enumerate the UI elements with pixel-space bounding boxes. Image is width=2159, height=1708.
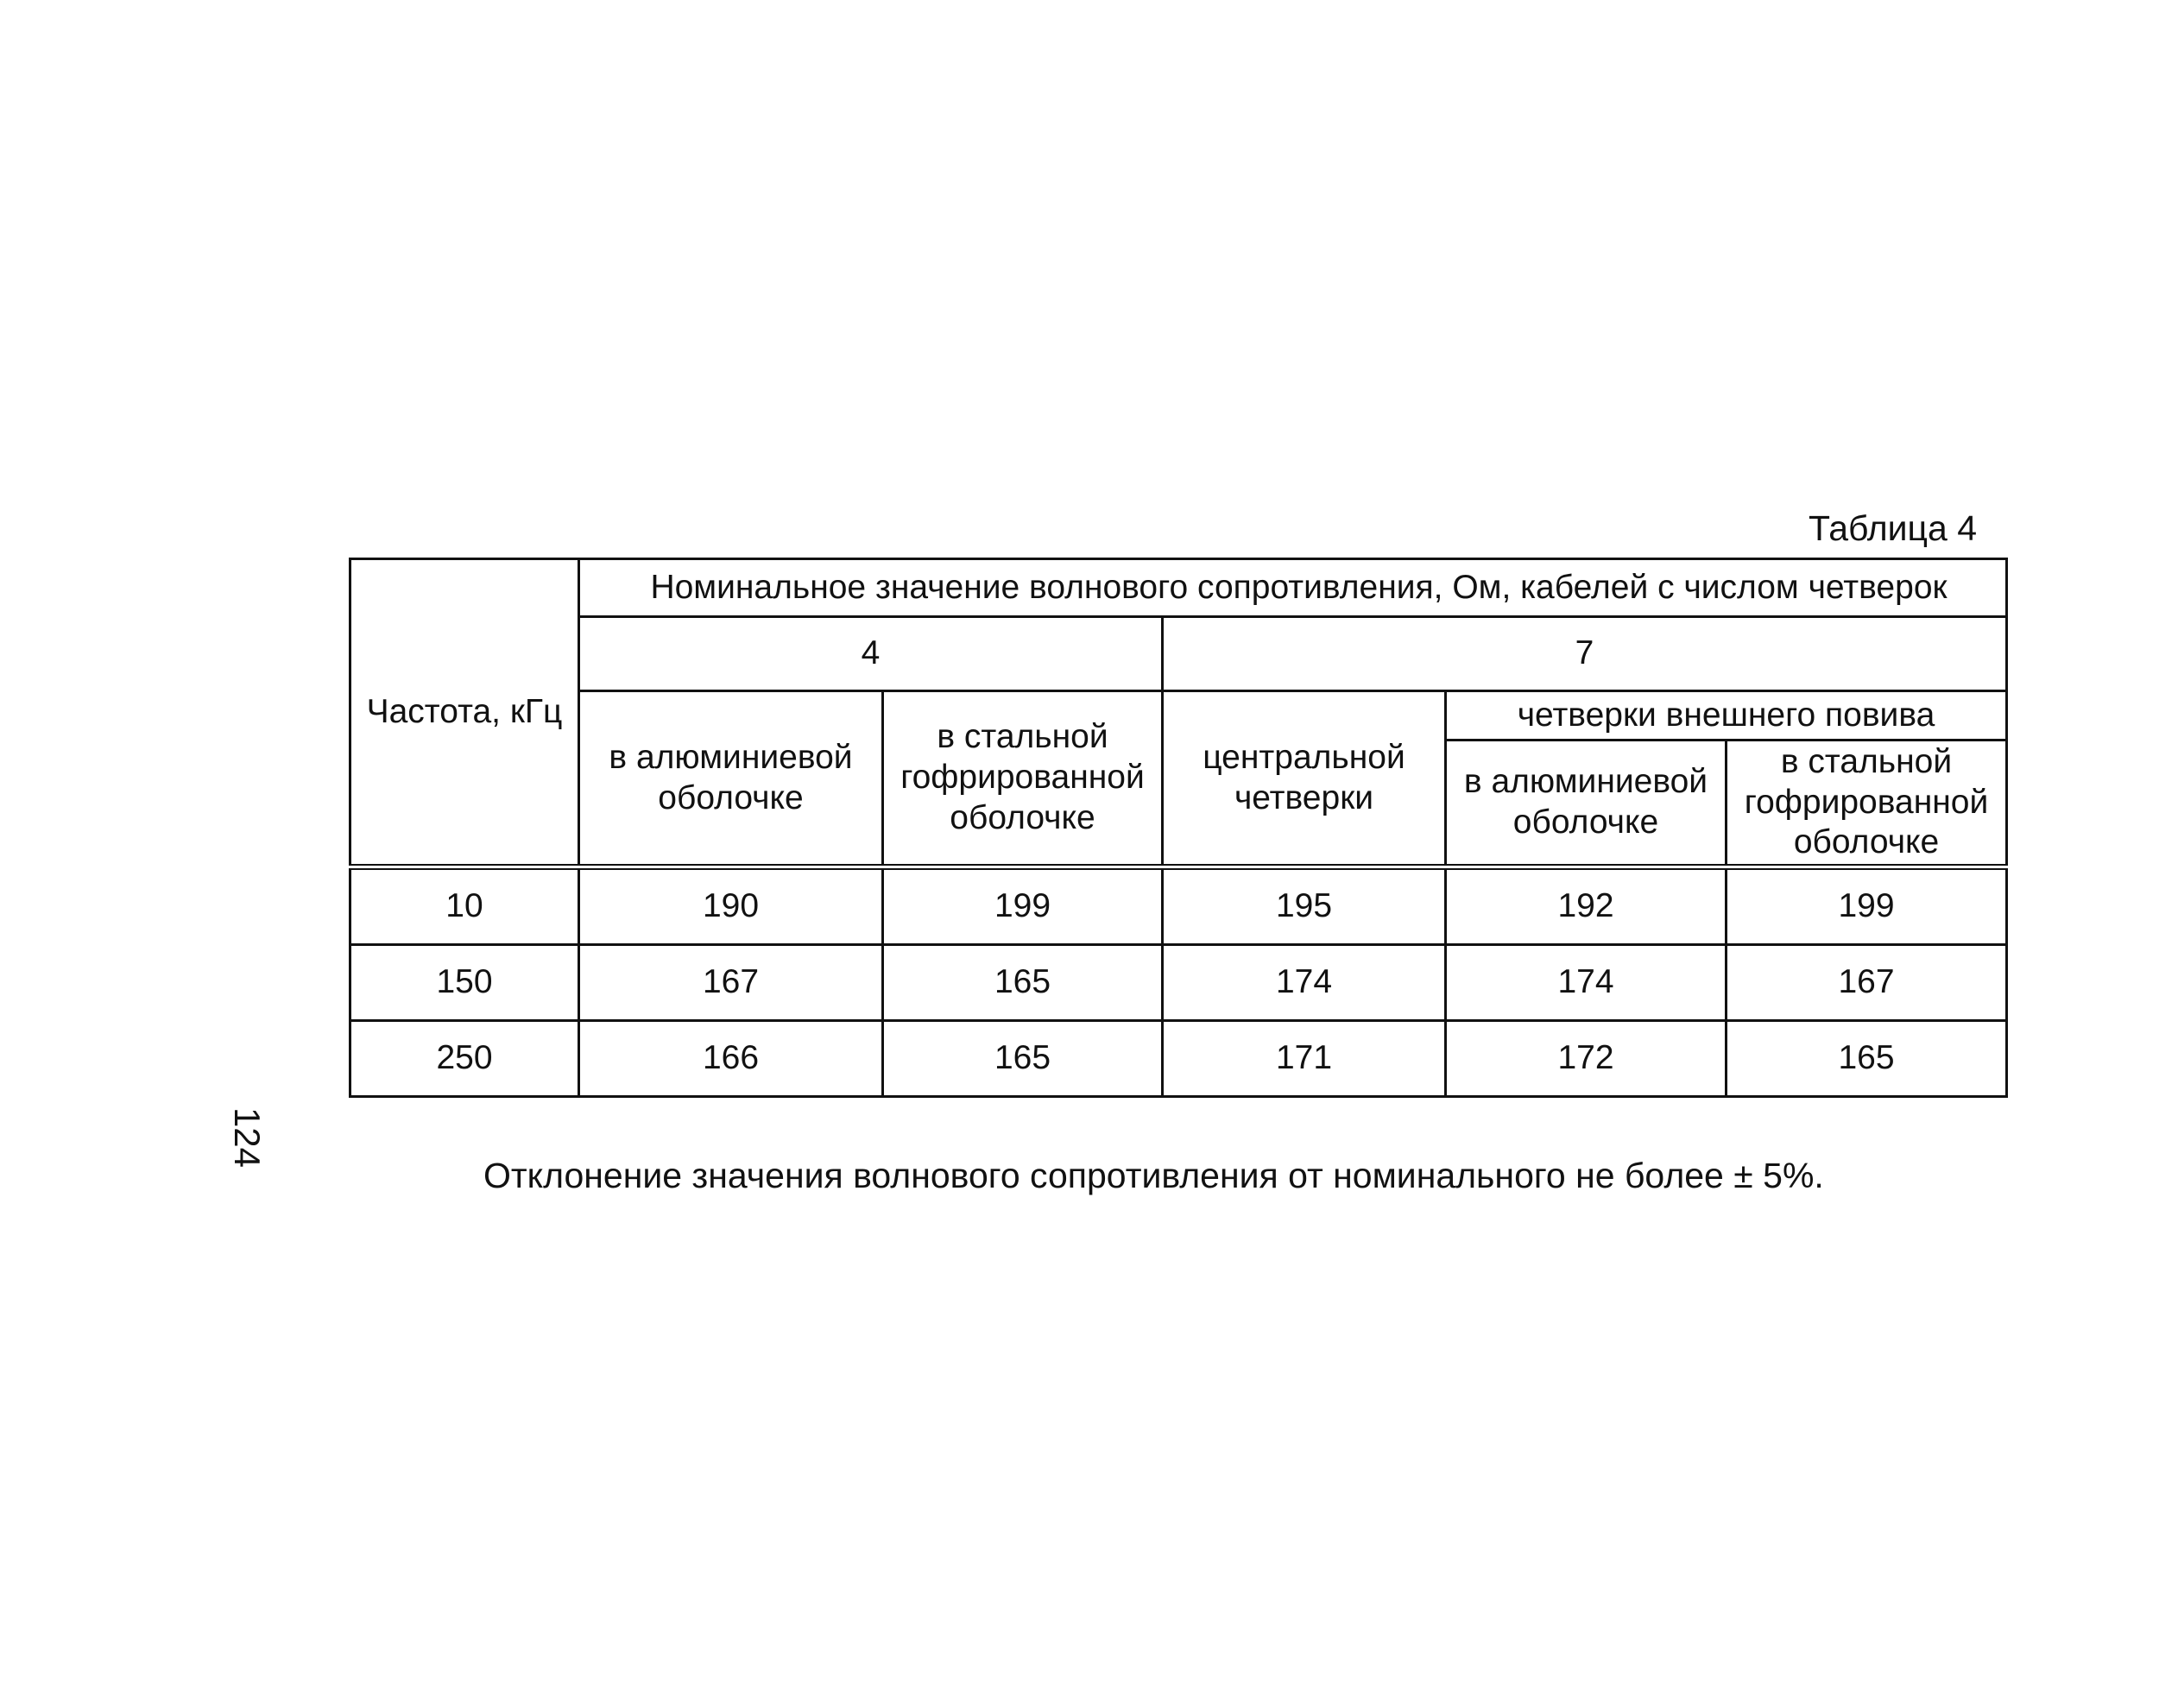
col-header-central-quad: центральной четверки xyxy=(1203,738,1405,816)
value-cell: 166 xyxy=(579,1021,883,1097)
freq-cell: 250 xyxy=(350,1021,579,1097)
value-cell: 174 xyxy=(1446,945,1727,1021)
value-cell: 195 xyxy=(1163,867,1446,945)
freq-header: Частота, кГц xyxy=(366,692,563,730)
col-header-cell xyxy=(1163,691,1446,867)
table-row xyxy=(350,1021,2007,1097)
col-header-aluminium-7: в алюминиевой оболочке xyxy=(1463,763,1708,841)
col-header-cell xyxy=(1446,741,1727,867)
col-header-cell xyxy=(1727,741,2007,867)
col-header-steel-7: в стальной гофрированной оболочке xyxy=(1744,742,1989,861)
page-number: 124 xyxy=(227,1106,268,1169)
outer-quads-header-cell xyxy=(1446,691,2007,741)
footnote: Отклонение значения волнового сопротивления от номинального не более ± 5%. xyxy=(483,1156,1824,1195)
value-cell: 174 xyxy=(1163,945,1446,1021)
table-row xyxy=(350,867,2007,945)
value-cell: 190 xyxy=(579,867,883,945)
group-4-cell xyxy=(579,617,1163,691)
value-cell: 165 xyxy=(1727,1021,2007,1097)
value-cell: 199 xyxy=(883,867,1163,945)
value-cell: 167 xyxy=(1727,945,2007,1021)
table-label: Таблица 4 xyxy=(1809,508,1977,548)
value-cell: 172 xyxy=(1446,1021,1727,1097)
header-row-2 xyxy=(350,617,2007,691)
group-4-label: 4 xyxy=(861,634,881,672)
col-header-cell xyxy=(579,691,883,867)
freq-cell: 10 xyxy=(350,867,579,945)
value-cell: 165 xyxy=(883,945,1163,1021)
value-cell: 165 xyxy=(883,1021,1163,1097)
main-header: Номинальное значение волнового сопротивления, Ом, кабелей с числом четверок xyxy=(650,568,1948,606)
group-7-label: 7 xyxy=(1575,634,1594,672)
outer-quads-header: четверки внешнего повива xyxy=(1517,696,1935,734)
freq-header-cell xyxy=(350,559,579,867)
header-row-1 xyxy=(350,559,2007,617)
value-cell: 199 xyxy=(1727,867,2007,945)
table-row xyxy=(350,945,2007,1021)
group-7-cell xyxy=(1163,617,2007,691)
col-header-steel-4: в стальной гофрированной оболочке xyxy=(900,718,1145,836)
col-header-cell xyxy=(883,691,1163,867)
value-cell: 171 xyxy=(1163,1021,1446,1097)
col-header-aluminium-4: в алюминиевой оболочке xyxy=(609,738,853,816)
main-header-cell xyxy=(579,559,2007,617)
impedance-table xyxy=(349,558,2008,1098)
freq-cell: 150 xyxy=(350,945,579,1021)
value-cell: 167 xyxy=(579,945,883,1021)
header-row-3 xyxy=(350,691,2007,741)
value-cell: 192 xyxy=(1446,867,1727,945)
